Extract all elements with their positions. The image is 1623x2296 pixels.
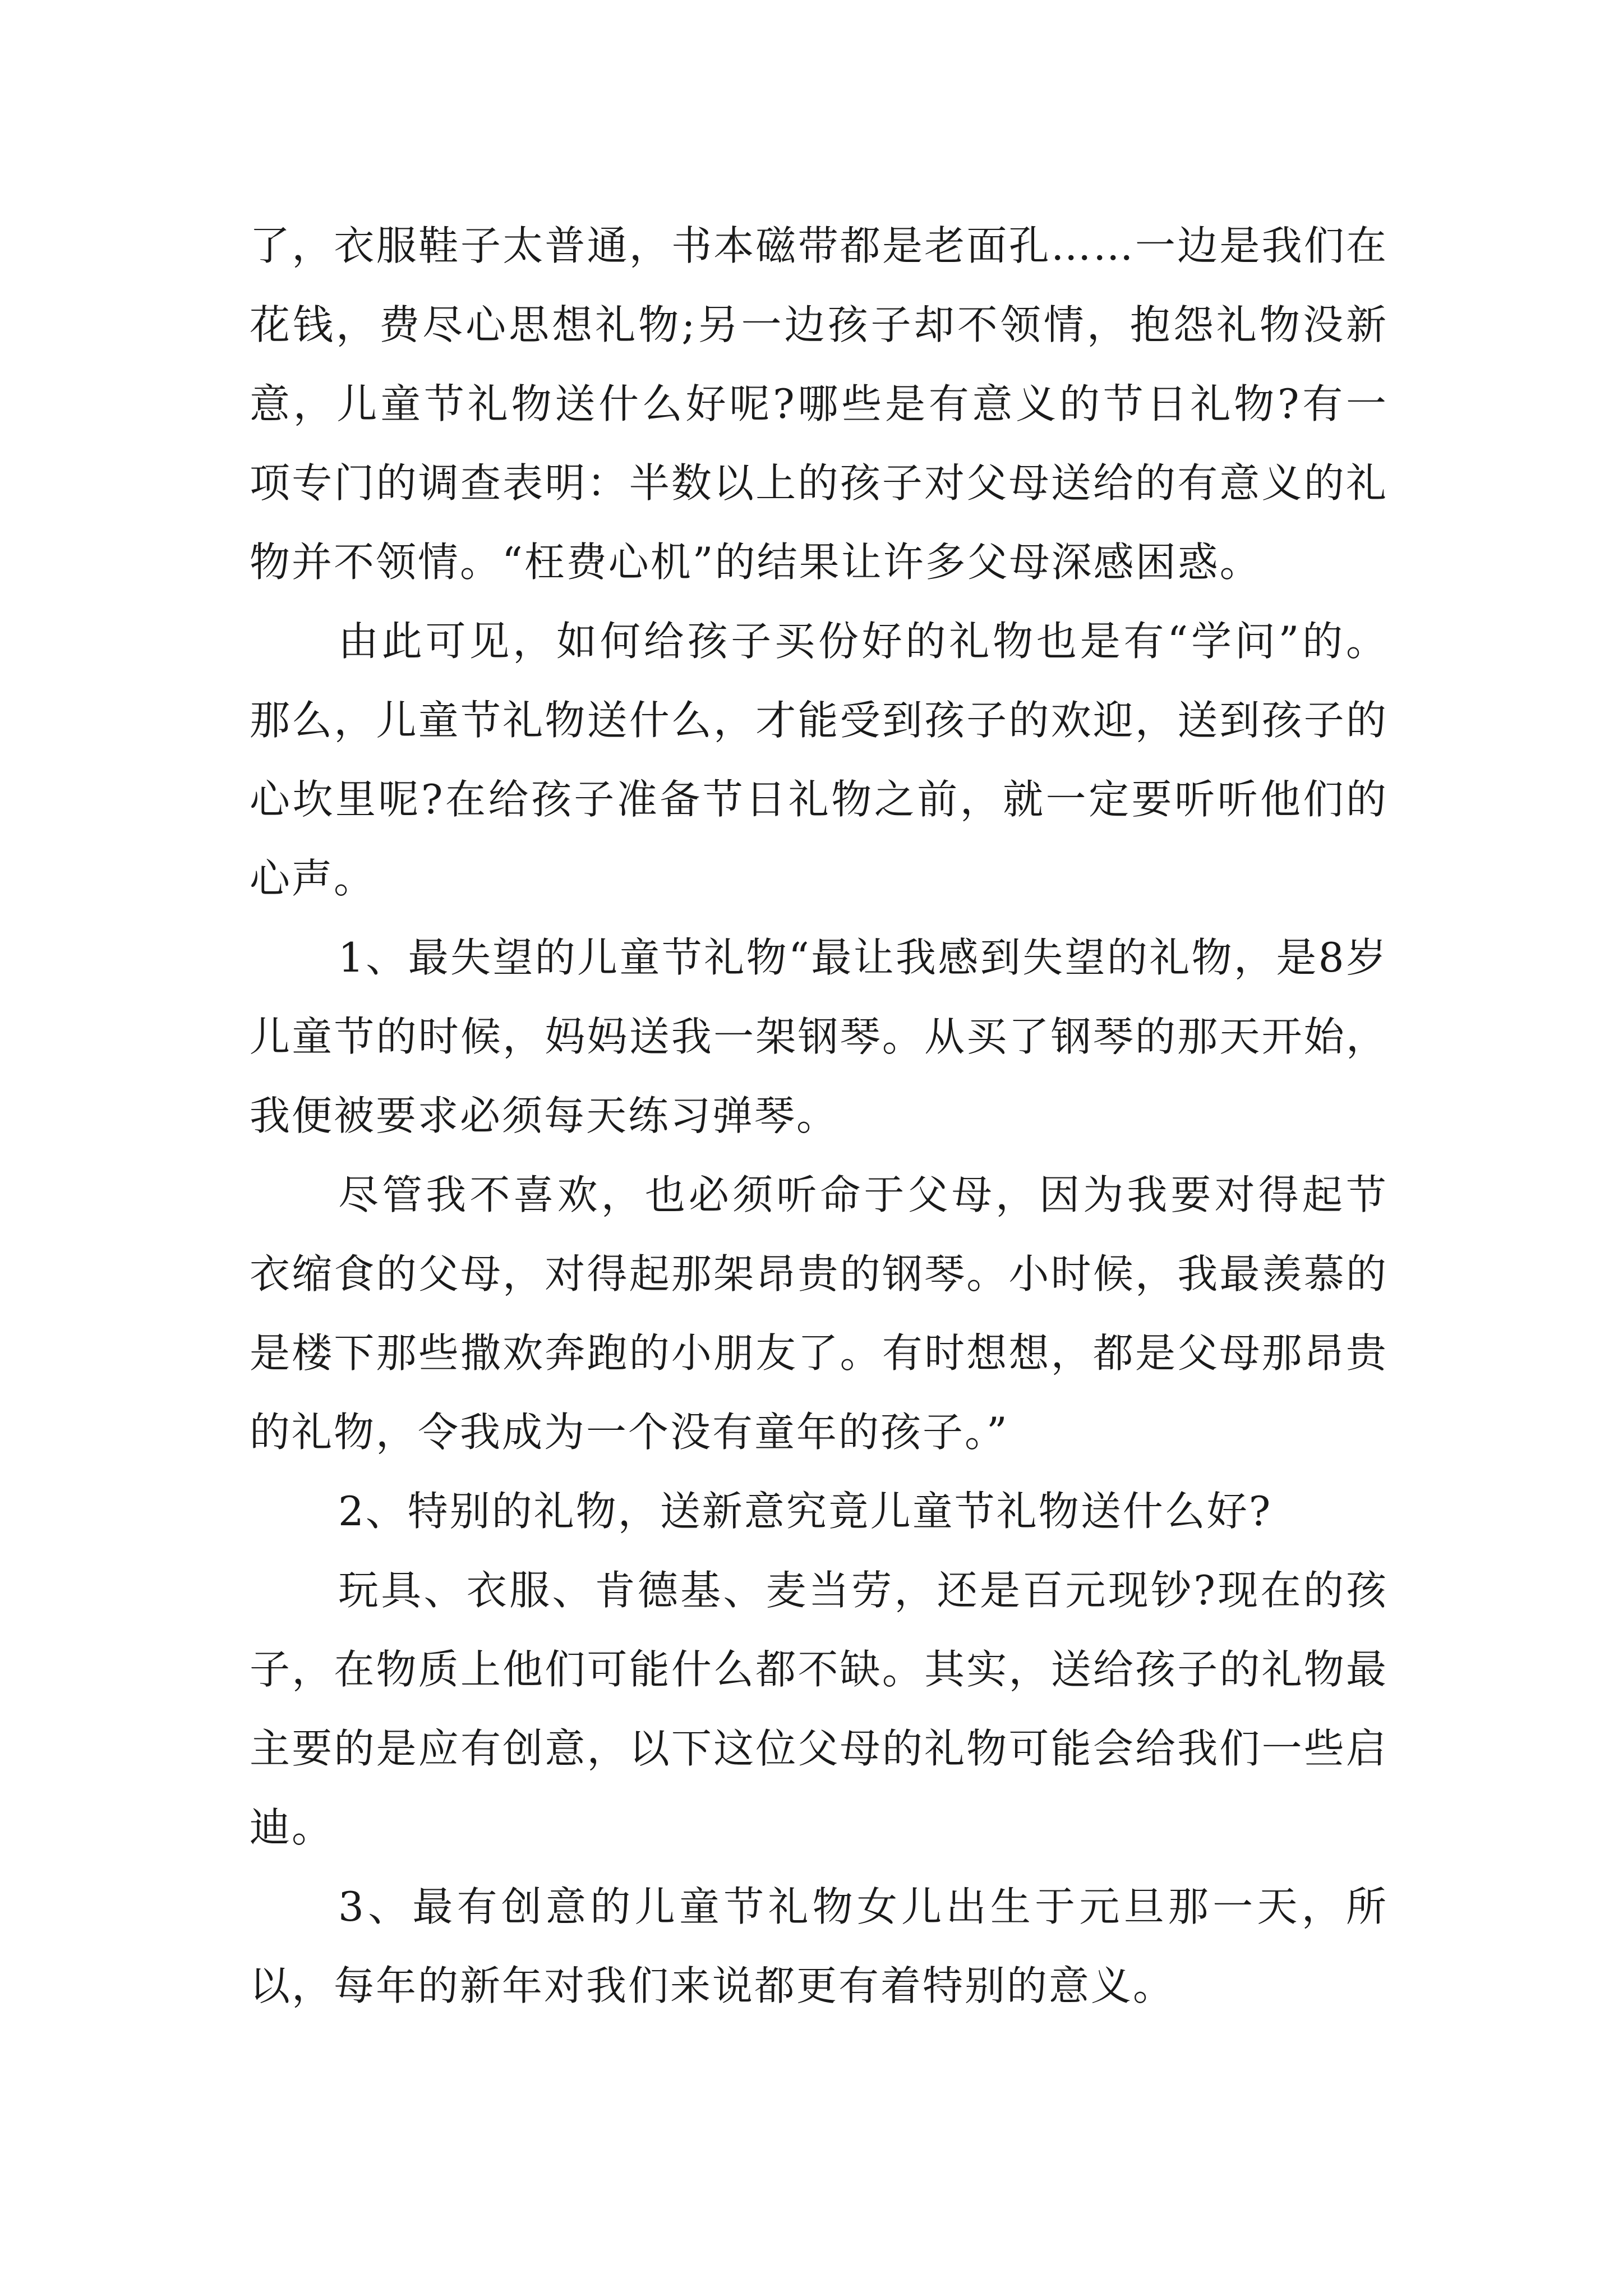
paragraph-3: 1、最失望的儿童节礼物“最让我感到失望的礼物，是8岁儿童节的时候，妈妈送我一架钢琴。从买了钢琴的那天开始，我便被要求必须每天练习弹琴。 [250, 934, 1388, 1139]
paragraph-7: 3、最有创意的儿童节礼物女儿出生于元旦那一天，所以，每年的新年对我们来说都更有着特别的意义。 [250, 1883, 1388, 2009]
paragraph-4: 尽管我不喜欢，也必须听命于父母，因为我要对得起节衣缩食的父母，对得起那架昂贵的钢琴。小时候，我最羡慕的是楼下那些撒欢奔跑的小朋友了。有时想想，都是父母那昂贵的礼物，令我成为一个没有童年的孩子。” [250, 1171, 1388, 1456]
paragraph-6: 玩具、衣服、肯德基、麦当劳，还是百元现钞?现在的孩子，在物质上他们可能什么都不缺。其实，送给孩子的礼物最主要的是应有创意，以下这位父母的礼物可能会给我们一些启迪。 [250, 1567, 1388, 1851]
paragraph-2: 由此可见，如何给孩子买份好的礼物也是有“学问”的。那么，儿童节礼物送什么，才能受到孩子的欢迎，送到孩子的心坎里呢?在给孩子准备节日礼物之前，就一定要听听他们的心声。 [250, 618, 1388, 902]
document-body [250, 206, 1388, 2026]
paragraph-1: 了，衣服鞋子太普通，书本磁带都是老面孔……一边是我们在花钱，费尽心思想礼物;另一边孩子却不领情，抱怨礼物没新意，儿童节礼物送什么好呢?哪些是有意义的节日礼物?有一项专门的调查表明：半数以上的孩子对父母送给的有意义的礼物并不领情。“枉费心机”的结果让许多父母深感困惑。 [250, 222, 1388, 586]
paragraph-5: 2、特别的礼物，送新意究竟儿童节礼物送什么好? [338, 1488, 1272, 1535]
